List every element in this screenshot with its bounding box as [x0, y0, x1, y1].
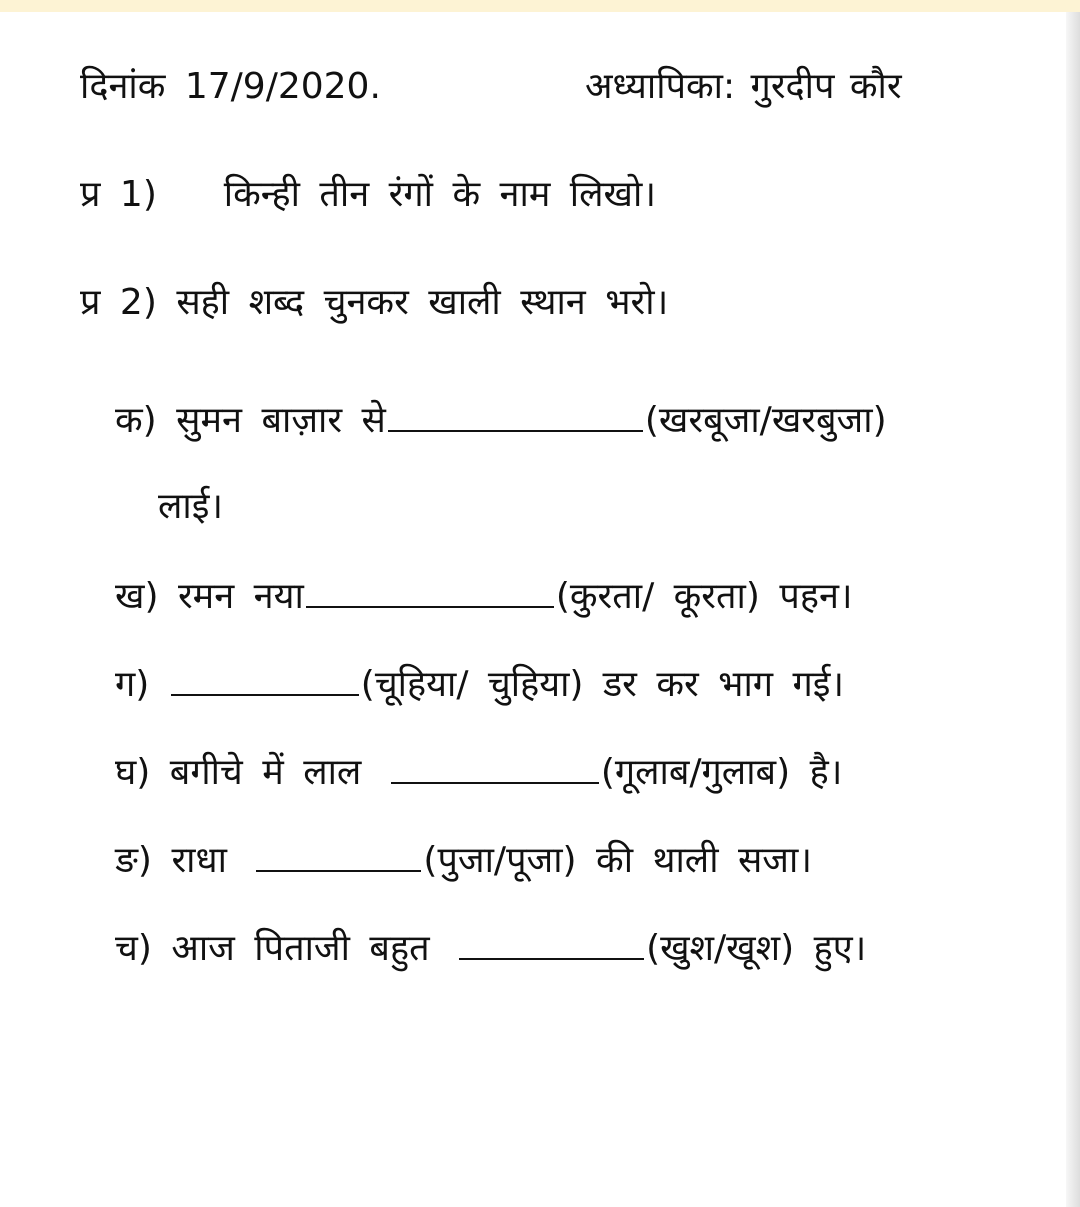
question-1-number: प्र 1): [80, 174, 157, 215]
item-ka-blank: [388, 396, 643, 432]
item-ga-marker: ग): [115, 664, 150, 705]
date-label: दिनांक: [80, 66, 166, 107]
item-ga-blank: [171, 660, 359, 696]
question-2-text: सही शब्द चुनकर खाली स्थान भरो।: [176, 282, 669, 323]
date-value: 17/9/2020.: [184, 66, 381, 107]
item-gha-marker: घ): [115, 752, 151, 793]
question-1-text: किन्ही तीन रंगों के नाम लिखो।: [223, 174, 656, 215]
date-line: [80, 62, 381, 112]
item-kha-marker: ख): [115, 576, 159, 617]
item-ga-after: डर कर भाग गई।: [602, 664, 845, 705]
item-cha-marker: च): [115, 928, 152, 969]
item-cha: [115, 924, 866, 974]
item-gha-before: बगीचे में लाल: [169, 752, 362, 793]
item-ga: [115, 660, 844, 710]
item-nga: [115, 836, 812, 886]
item-kha-options: (कुरता/ कूरता): [555, 576, 760, 617]
worksheet-page: [0, 12, 1066, 1207]
item-nga-options: (पुजा/पूजा): [423, 840, 577, 881]
item-kha: [115, 572, 853, 622]
item-gha-options: (गूलाब/गुलाब): [600, 752, 791, 793]
item-nga-before: राधा: [171, 840, 227, 881]
item-ga-options: (चूहिया/ चुहिया): [360, 664, 584, 705]
item-nga-blank: [256, 836, 421, 872]
item-kha-after: पहन।: [779, 576, 853, 617]
item-ka-marker: क): [115, 400, 157, 441]
item-gha-after: है।: [809, 752, 843, 793]
question-1: [80, 170, 656, 220]
item-nga-marker: ङ): [115, 840, 152, 881]
item-kha-before: रमन नया: [177, 576, 304, 617]
page-edge-shadow: [1066, 12, 1080, 1207]
question-2-number: प्र 2): [80, 282, 157, 323]
item-ka-before: सुमन बाज़ार से: [176, 400, 386, 441]
item-ka-options: (खरबूजा/खरबुजा): [644, 400, 887, 441]
item-cha-before: आज पिताजी बहुत: [171, 928, 430, 969]
top-strip: [0, 0, 1080, 12]
item-kha-blank: [306, 572, 554, 608]
item-ka-continuation: लाई।: [158, 486, 224, 527]
item-cha-blank: [459, 924, 644, 960]
item-cha-options: (खुश/खूश): [646, 928, 795, 969]
item-nga-after: की थाली सजा।: [596, 840, 812, 881]
item-ka: [115, 396, 887, 446]
item-cha-after: हुए।: [813, 928, 867, 969]
question-2: [80, 278, 668, 328]
teacher-name: अध्यापिका: गुरदीप कौर: [585, 66, 902, 107]
item-gha-blank: [391, 748, 599, 784]
item-gha: [115, 748, 842, 798]
